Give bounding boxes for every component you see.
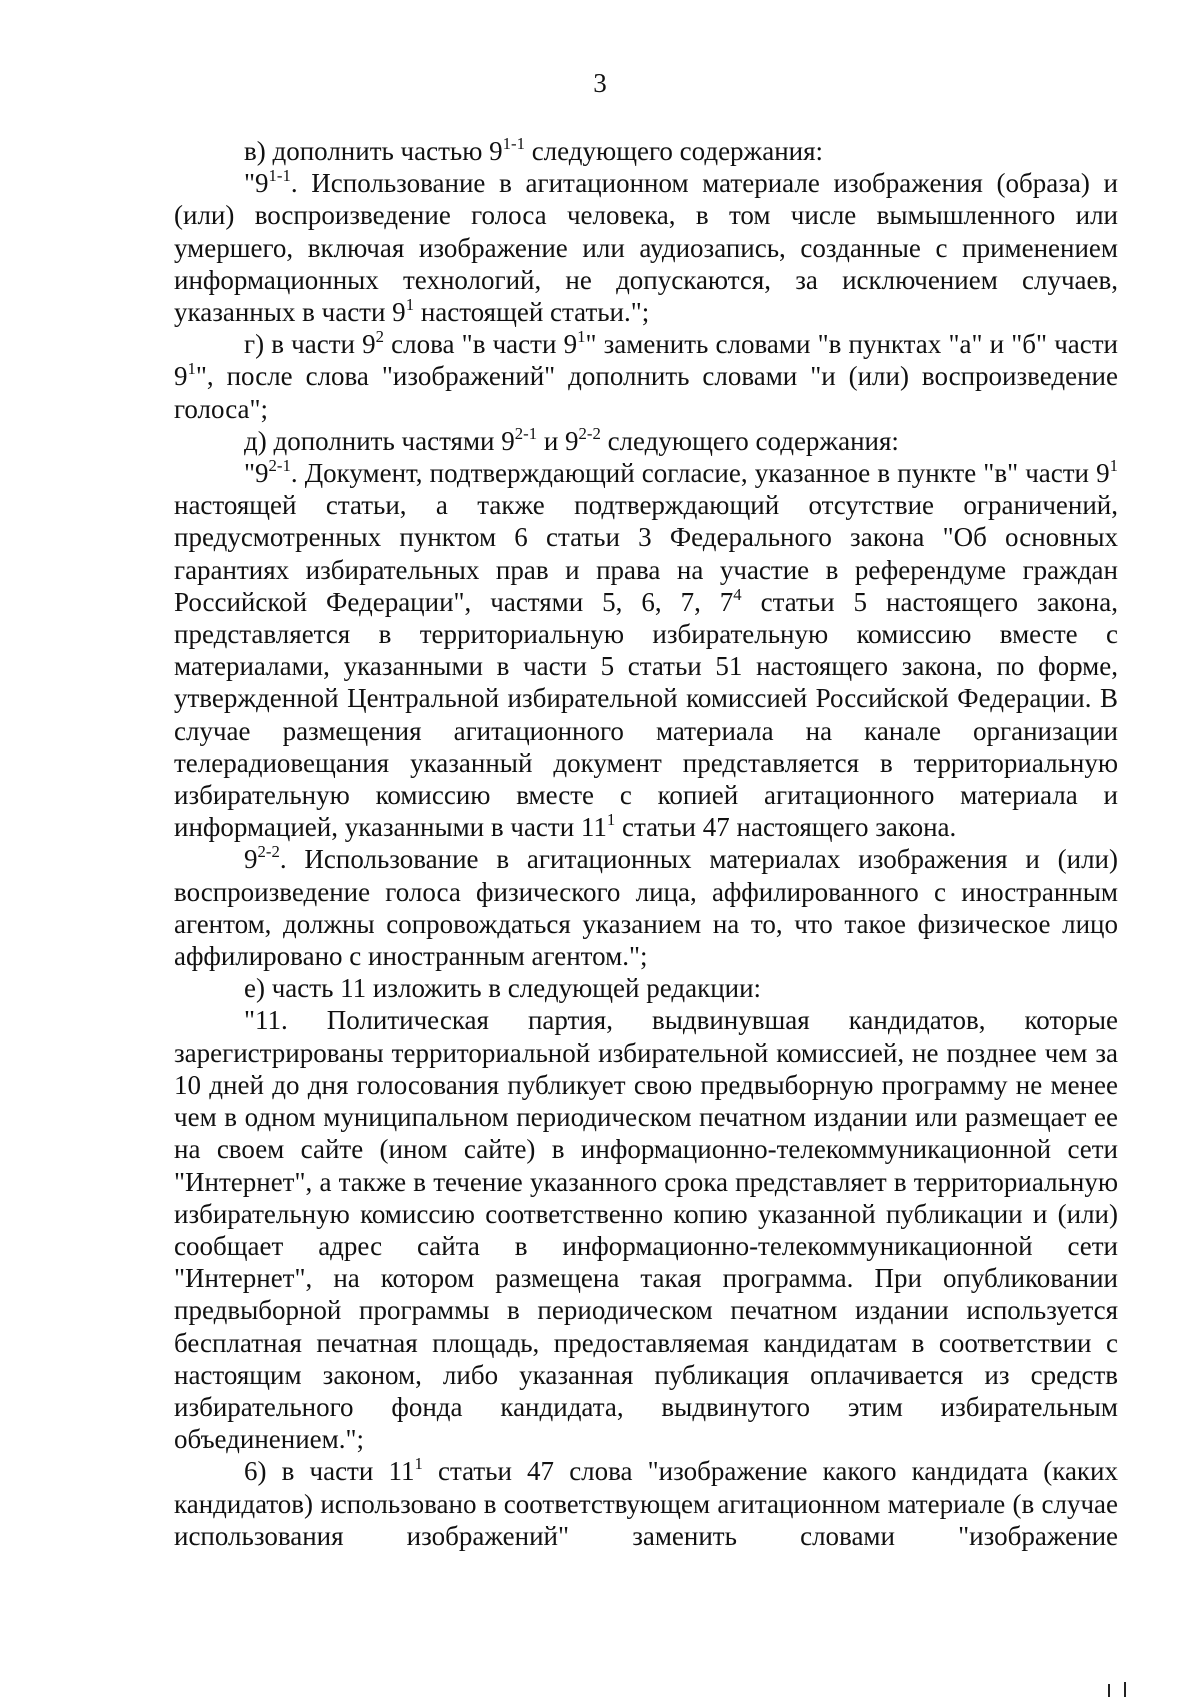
superscript: 2-1 (514, 423, 538, 443)
superscript: 1 (1109, 456, 1118, 476)
paragraph (174, 843, 1118, 972)
paragraph (174, 457, 1118, 843)
paragraph (174, 135, 1118, 167)
page-number: 3 (593, 68, 607, 98)
superscript: 1 (405, 295, 415, 315)
scan-mark (1108, 1684, 1110, 1697)
text-run: "9 (244, 458, 269, 489)
scan-mark (1124, 1682, 1126, 1697)
superscript: 2 (375, 327, 384, 347)
superscript: 4 (733, 584, 742, 604)
text-run: ", после слова "изображений" дополнить словами "и (или) воспроизведение голоса"; (174, 361, 1118, 424)
superscript: 2-1 (268, 456, 291, 476)
text-run: настоящей статьи."; (414, 297, 650, 328)
superscript: 1-1 (268, 166, 291, 186)
document-body (174, 135, 1118, 1552)
text-run: следующего содержания: (524, 136, 824, 166)
superscript: 1 (606, 810, 616, 830)
text-run: 9 (244, 844, 258, 875)
text-run: и 9 (537, 425, 579, 456)
text-run: . Использование в агитационном материале изображения (образа) и (или) воспроизведение голоса человека, в том числе вымышленного или умершего, включая изображение или аудиозапись, созданные с применением информационных технологий, не допускаются, за исключением случаев, указанных в части 9 (174, 168, 1118, 328)
paragraph (174, 328, 1118, 425)
text-run: следующего содержания: (600, 425, 899, 456)
text-run: статьи 47 настоящего закона. (615, 812, 957, 843)
text-run: 6) в части 11 (244, 1456, 415, 1487)
paragraph (174, 972, 1118, 1004)
superscript: 1 (577, 327, 586, 347)
text-run: е) часть 11 изложить в следующей редакции: (244, 973, 762, 1004)
text-run: "11. Политическая партия, выдвинувшая кандидатов, которые зарегистрированы территориальной избирательной комиссией, не позднее чем за 10 дней до дня голосования публикует свою предвыборную программу не менее чем в одном муниципальном периодическом печатном издании или размещает ее на своем сайте (ином сайте) в информационно-телекоммуникационной сети "Интернет", а также в течение указанного срока представляет в территориальную избирательную комиссию соответственно копию указанной публикации и (или) сообщает адрес сайта в информационно-телекоммуникационной сети "Интернет", на котором размещена такая программа. При опубликовании предвыборной программы в периодическом печатном издании используется бесплатная печатная площадь, предоставляемая кандидатам в соответствии с настоящим законом, либо указанная публикация оплачивается из средств избирательного фонда кандидата, выдвинутого этим избирательным объединением."; (174, 1005, 1118, 1455)
text-run: г) в части 9 (244, 329, 376, 360)
text-run: . Документ, подтверждающий согласие, указанное в пункте "в" части 9 (290, 458, 1110, 489)
superscript: 1 (414, 1454, 423, 1474)
paragraph (174, 425, 1118, 457)
paragraph (174, 167, 1118, 328)
paragraph (174, 1455, 1118, 1552)
text-run: в) дополнить частью 9 (244, 136, 503, 166)
superscript: 1 (187, 359, 196, 379)
text-run: "9 (244, 168, 269, 199)
text-run: статьи 5 настоящего закона, представляется в территориальную избирательную комиссию вместе с материалами, указанными в части 5 статьи 51 настоящего закона, по форме, утвержденной Центральной избирательной комиссией Российской Федерации. В случае размещения агитационного материала на канале организации телерадиовещания указанный документ представляется в территориальную избирательную комиссию вместе с копией агитационного материала и информацией, указанными в части 11 (174, 586, 1118, 843)
superscript: 1-1 (502, 134, 525, 154)
text-run: настоящей статьи, а также подтверждающий отсутствие ограничений, предусмотренных пунктом 6 статьи 3 Федерального закона "Об основных гарантиях избирательных прав и права на участие в референдуме граждан Российской Федерации", частями 5, 6, 7, 7 (174, 490, 1118, 617)
text-run: . Использование в агитационных материалах изображения и (или) воспроизведение голоса физического лица, аффилированного с иностранным агентом, должны сопровождаться указанием на то, что такое физическое лицо аффилировано с иностранным агентом."; (174, 844, 1118, 972)
text-run: д) дополнить частями 9 (244, 425, 515, 456)
superscript: 2-2 (578, 423, 601, 443)
text-run: слова "в части 9 (384, 329, 578, 360)
text-run: статьи 47 слова "изображение какого кандидата (каких кандидатов) использовано в соответствующем агитационном материале (в случае использования изображений" заменить словами "изображение (174, 1456, 1118, 1551)
paragraph (174, 1004, 1118, 1455)
superscript: 2-2 (257, 842, 280, 862)
text-run: " заменить словами "в пунктах "а" и "б" части 9 (174, 329, 1119, 392)
